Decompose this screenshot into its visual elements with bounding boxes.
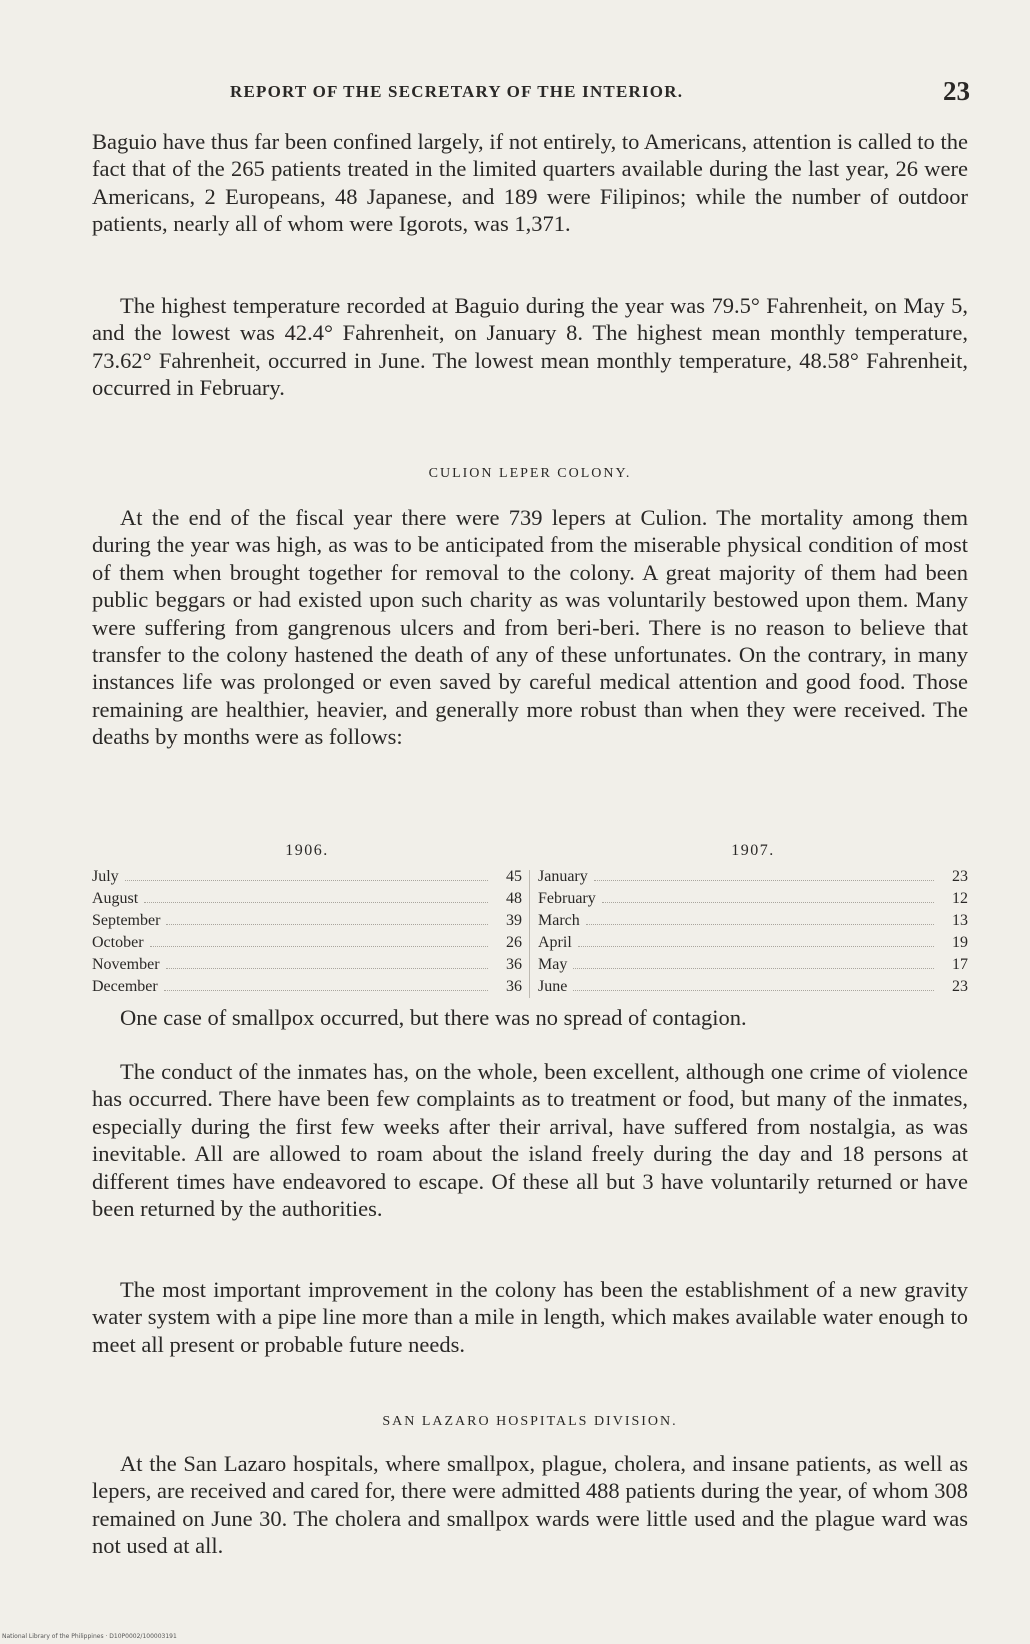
- table-row: [92, 932, 522, 954]
- table-row: [92, 954, 522, 976]
- month-label: August: [92, 890, 139, 907]
- month-label: September: [92, 912, 161, 929]
- leader-dots: [573, 976, 934, 991]
- death-count: 39: [506, 912, 522, 929]
- death-count: 23: [952, 978, 968, 995]
- scan-source-note: National Library of the Philippines · D10P0002/100003191: [2, 1633, 177, 1640]
- death-count: 17: [952, 956, 968, 973]
- month-label: October: [92, 934, 144, 951]
- table-row: [538, 976, 968, 998]
- paragraph-inmate-conduct: The conduct of the inmates has, on the whole, been excellent, although one crime of violence has occurred. There have been few complaints as to treatment or food, but many of the inmates, especially during the first few weeks after their arrival, have suffered from nostalgia, as was inevitable. All are allowed to roam about the island freely during the day and 18 persons at different times have endeavored to escape. Of these all but 3 have voluntarily returned or have been returned by the authorities.: [92, 1059, 968, 1222]
- table-row: [538, 866, 968, 888]
- year-heading-1907: 1907.: [731, 842, 775, 859]
- month-label: July: [92, 868, 119, 885]
- death-count: 13: [952, 912, 968, 929]
- month-label: December: [92, 978, 158, 995]
- leader-dots: [164, 976, 488, 991]
- paragraph-smallpox: One case of smallpox occurred, but there was no spread of contagion.: [120, 1005, 747, 1030]
- death-count: 36: [506, 978, 522, 995]
- month-label: November: [92, 956, 160, 973]
- leader-dots: [578, 932, 934, 947]
- leader-dots: [586, 910, 934, 925]
- month-label: May: [538, 956, 568, 973]
- section-heading-san-lazaro: SAN LAZARO HOSPITALS DIVISION.: [382, 1414, 678, 1429]
- table-row: [538, 954, 968, 976]
- table-row: [92, 888, 522, 910]
- month-label: June: [538, 978, 568, 995]
- leader-dots: [166, 910, 488, 925]
- death-count: 23: [952, 868, 968, 885]
- leader-dots: [166, 954, 488, 969]
- header-title: REPORT OF THE SECRETARY OF THE INTERIOR.: [230, 82, 684, 101]
- month-label: March: [538, 912, 580, 929]
- death-count: 26: [506, 934, 522, 951]
- paragraph-baguio-patients: Baguio have thus far been confined largely, if not entirely, to Americans, attention is called to the fact that of the 265 patients treated in the limited quarters available during the last year, 26 were Americans, 2 Europeans, 48 Japanese, and 189 were Filipinos; while the number of outdoor patients, nearly all of whom were Igorots, was 1,371.: [92, 129, 968, 237]
- leader-dots: [150, 932, 488, 947]
- month-label: January: [538, 868, 588, 885]
- table-row: [92, 866, 522, 888]
- year-heading-1906: 1906.: [285, 842, 329, 859]
- table-row: [92, 910, 522, 932]
- page-number: 23: [943, 76, 970, 106]
- leader-dots: [573, 954, 934, 969]
- column-divider: [529, 870, 530, 998]
- paragraph-water-system: The most important improvement in the colony has been the establishment of a new gravity water system with a pipe line more than a mile in length, which makes available water enough to meet all present or probable future needs.: [92, 1277, 968, 1357]
- deaths-1906-column: [92, 840, 522, 998]
- death-count: 12: [952, 890, 968, 907]
- leader-dots: [602, 888, 934, 903]
- table-row: [538, 932, 968, 954]
- death-count: 19: [952, 934, 968, 951]
- paragraph-baguio-temperature: The highest temperature recorded at Baguio during the year was 79.5° Fahrenheit, on May 5, and the lowest was 42.4° Fahrenheit, on January 8. The highest mean monthly temperature, 73.62° Fahrenheit, occurred in June. The lowest mean monthly temperature, 48.58° Fahrenheit, occurred in February.: [92, 293, 968, 401]
- section-heading-culion: CULION LEPER COLONY.: [428, 466, 632, 481]
- death-count: 48: [506, 890, 522, 907]
- deaths-by-month-table: [92, 840, 968, 998]
- table-row: [538, 910, 968, 932]
- paragraph-san-lazaro: At the San Lazaro hospitals, where smallpox, plague, cholera, and insane patients, as well as lepers, are received and cared for, there were admitted 488 patients during the year, of whom 308 remained on June 30. The cholera and smallpox wards were little used and the plague ward was not used at all.: [92, 1451, 968, 1559]
- table-row: [92, 976, 522, 998]
- leader-dots: [125, 866, 488, 881]
- month-label: February: [538, 890, 596, 907]
- month-label: April: [538, 934, 572, 951]
- table-row: [538, 888, 968, 910]
- paragraph-culion-mortality: At the end of the fiscal year there were 739 lepers at Culion. The mortality among them during the year was high, as was to be anticipated from the miserable physical condition of most of them when brought together for removal to the colony. A great majority of them had been public beggars or had existed upon such charity as was voluntarily bestowed upon them. Many were suffering from gangrenous ulcers and from beri-beri. There is no reason to believe that transfer to the colony hastened the death of any of these unfortunates. On the contrary, in many instances life was prolonged or even saved by careful medical attention and good food. Those remaining are healthier, heavier, and generally more robust than when they were received. The deaths by months were as follows:: [92, 505, 968, 750]
- leader-dots: [144, 888, 488, 903]
- deaths-1907-column: [538, 840, 968, 998]
- death-count: 36: [506, 956, 522, 973]
- leader-dots: [594, 866, 934, 881]
- running-header: [90, 78, 970, 108]
- death-count: 45: [506, 868, 522, 885]
